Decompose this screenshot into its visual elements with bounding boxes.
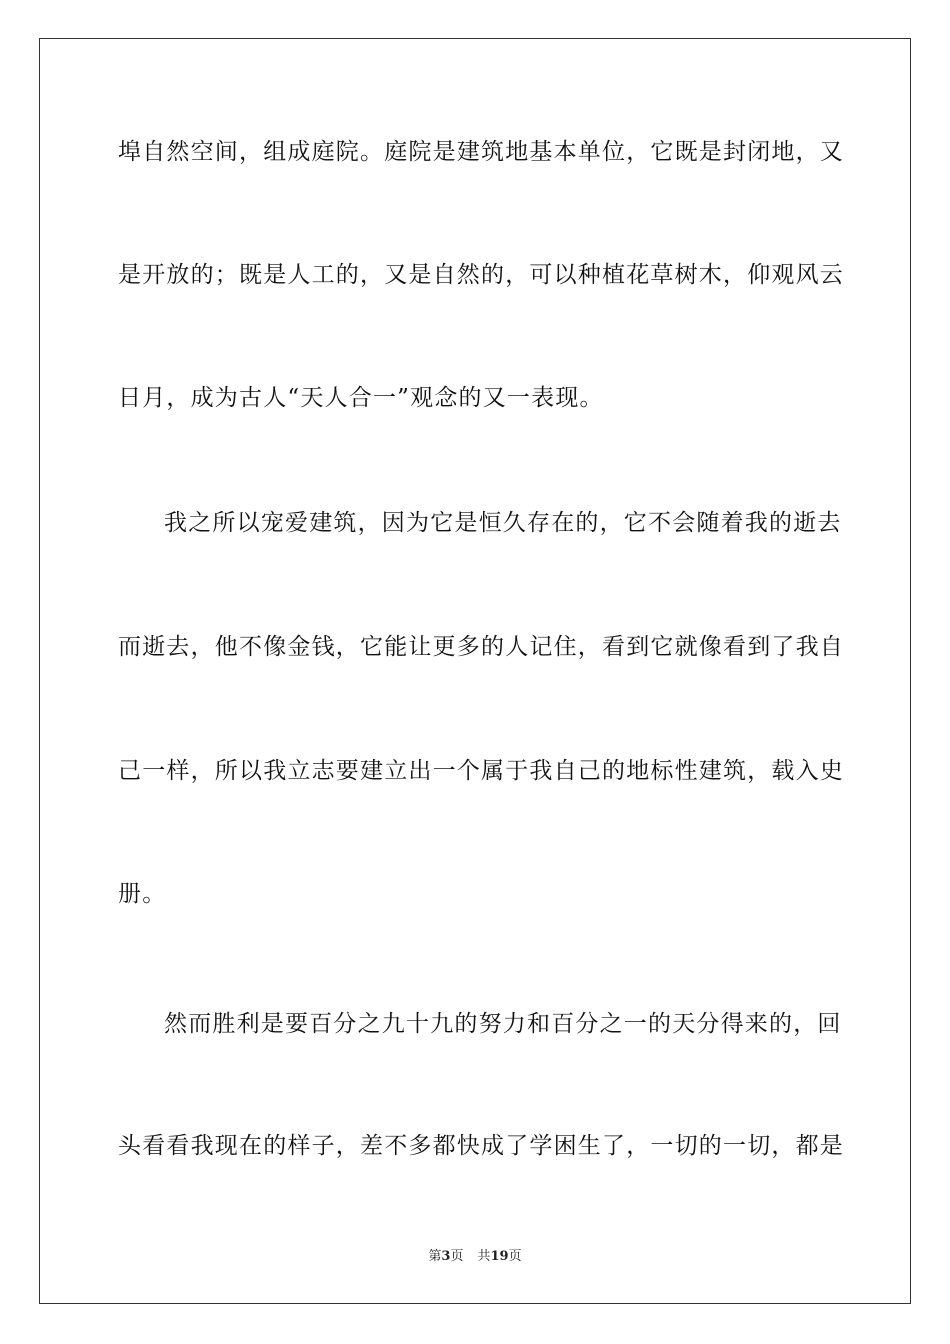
text-line: 册。 <box>118 881 167 907</box>
text-line: 埠自然空间，组成庭院。庭院是建筑地基本单位，它既是封闭地，又 <box>118 139 844 165</box>
text-line: 己一样，所以我立志要建立出一个属于我自己的地标性建筑，载入史 <box>118 758 844 784</box>
footer-total-prefix: 共 <box>477 1249 491 1264</box>
footer-page-prefix: 第 <box>428 1249 442 1264</box>
text-line: 然而胜利是要百分之九十九的努力和百分之一的天分得来的，回 <box>164 1011 842 1037</box>
text-line: 头看看我现在的样子，差不多都快成了学困生了，一切的一切，都是 <box>118 1133 844 1159</box>
text-line: 而逝去，他不像金钱，它能让更多的人记住，看到它就像看到了我自 <box>118 634 844 660</box>
text-line: 日月，成为古人“天人合一”观念的又一表现。 <box>118 385 604 411</box>
page-frame <box>39 38 911 1304</box>
footer-total-pages: 19 <box>490 1249 509 1264</box>
footer-page-suffix: 页 <box>450 1249 464 1264</box>
footer-total-suffix: 页 <box>508 1249 522 1264</box>
text-line: 我之所以宠爱建筑，因为它是恒久存在的，它不会随着我的逝去 <box>164 510 842 536</box>
footer-current-page: 3 <box>441 1249 451 1264</box>
page-footer <box>0 1248 950 1266</box>
text-line: 是开放的；既是人工的，又是自然的，可以种植花草树木，仰观风云 <box>118 262 844 288</box>
